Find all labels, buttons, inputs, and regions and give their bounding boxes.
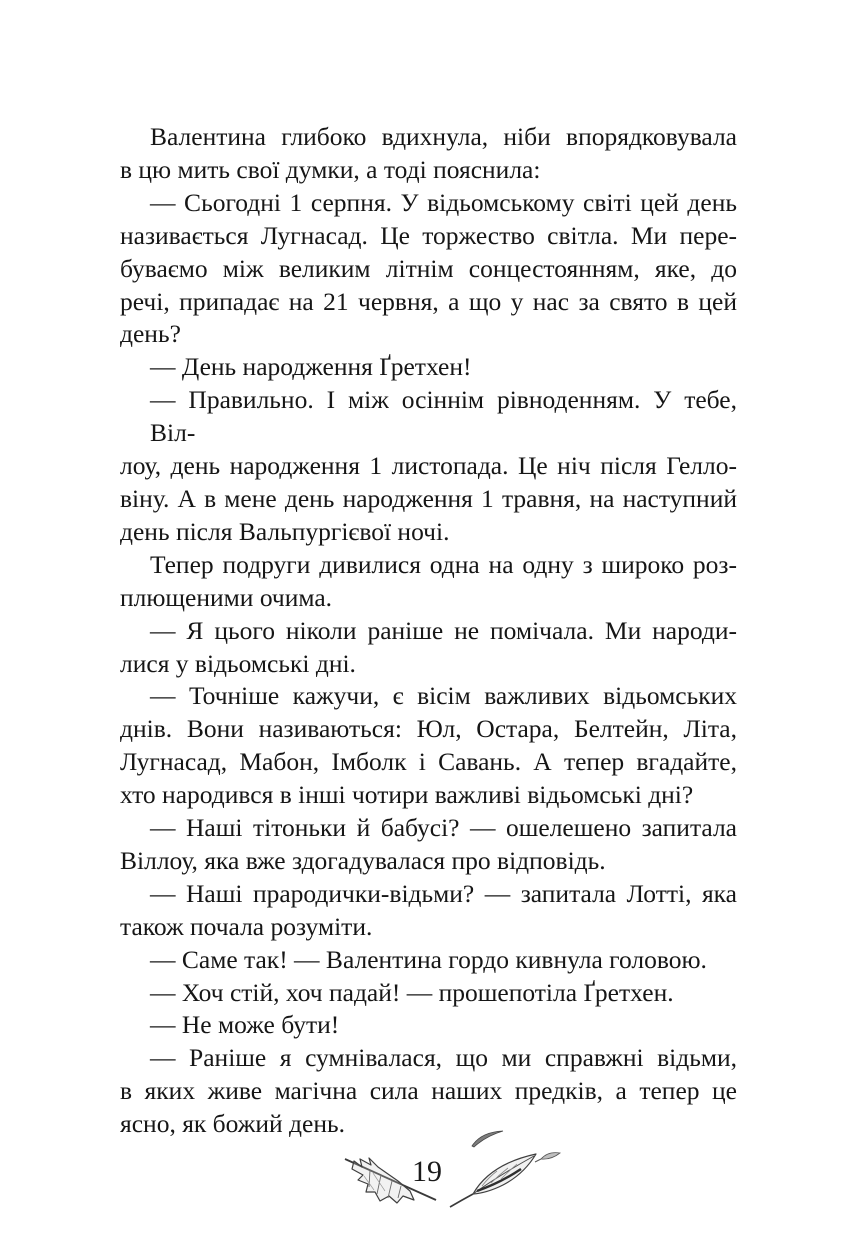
text-line: Віллоу, яка вже здогадувалася про відповідь. [120, 845, 606, 875]
text-line: в яких живе магічна сила наших предків, а тепер це [120, 1076, 737, 1106]
text-line: — Не може бути! [150, 1010, 340, 1040]
text-line: днів. Вони називаються: Юл, Остара, Белтейн, Літа, [120, 714, 737, 744]
text-line: лися у відьомські дні. [120, 648, 356, 678]
paragraph [120, 977, 737, 1010]
paragraph [120, 1042, 737, 1141]
text-line: речі, припадає на 21 червня, а що у нас за свято в цей [120, 286, 737, 316]
text-line: лоу, день народження 1 листопада. Це ніч після Гелло- [120, 451, 737, 481]
text-line: — Раніше я сумнівалася, що ми справжні відьми, [150, 1043, 737, 1073]
text-line: — Точніше кажучи, є вісім важливих відьомських [150, 681, 737, 711]
text-line: день після Вальпургієвої ночі. [120, 516, 450, 546]
paragraph [120, 615, 737, 681]
text-line: Тепер подруги дивилися одна на одну з широко роз- [150, 549, 737, 579]
paragraph [120, 878, 737, 944]
text-line: плющеними очима. [120, 582, 333, 612]
small-leaf-decoration-icon [534, 1150, 562, 1166]
text-line: день? [120, 319, 181, 349]
paragraph [120, 121, 737, 187]
text-line: Лугнасад, Мабон, Імболк і Савань. А тепер вгадайте, [120, 747, 737, 777]
text-line: — Я цього ніколи раніше не помічала. Ми народи- [150, 615, 737, 645]
text-line: називається Лугнасад. Це торжество світла. Ми пере- [120, 220, 737, 250]
paragraph [120, 351, 737, 384]
text-block [120, 121, 737, 1141]
paragraph [120, 812, 737, 878]
text-line: хто народився в інші чотири важливі відьомські дні? [120, 780, 694, 810]
paragraph [120, 549, 737, 615]
text-line: в цю мить свої думки, а тоді пояснила: [120, 154, 541, 184]
text-line: — Наші прародички-відьми? — запитала Лотті, яка [150, 878, 737, 908]
text-line: буваємо між великим літнім сонцестоянням, яке, до [120, 253, 737, 283]
paragraph [120, 384, 737, 549]
text-line: Валентина глибоко вдихнула, ніби впорядковувала [150, 122, 737, 151]
text-line: — Саме так! — Валентина гордо кивнула головою. [150, 944, 707, 974]
text-line: — День народження Ґретхен! [150, 352, 472, 382]
text-line: — Наші тітоньки й бабусі? — ошелешено запитала [150, 813, 737, 843]
text-line: також почала розуміти. [120, 911, 373, 941]
text-line: — Сьогодні 1 серпня. У відьомському світі цей день [150, 187, 737, 217]
text-line: ясно, як божий день. [120, 1109, 346, 1139]
paragraph [120, 944, 737, 977]
text-line: — Правильно. І між осіннім рівноденням. У тебе, Віл- [150, 385, 737, 448]
paragraph [120, 680, 737, 812]
text-line: віну. А в мене день народження 1 травня, на наступний [120, 483, 737, 513]
page-number: 19 [412, 1155, 442, 1188]
paragraph [120, 1009, 737, 1042]
text-line: — Хоч стій, хоч падай! — прошепотіла Ґретхен. [150, 977, 674, 1007]
paragraph [120, 187, 737, 352]
